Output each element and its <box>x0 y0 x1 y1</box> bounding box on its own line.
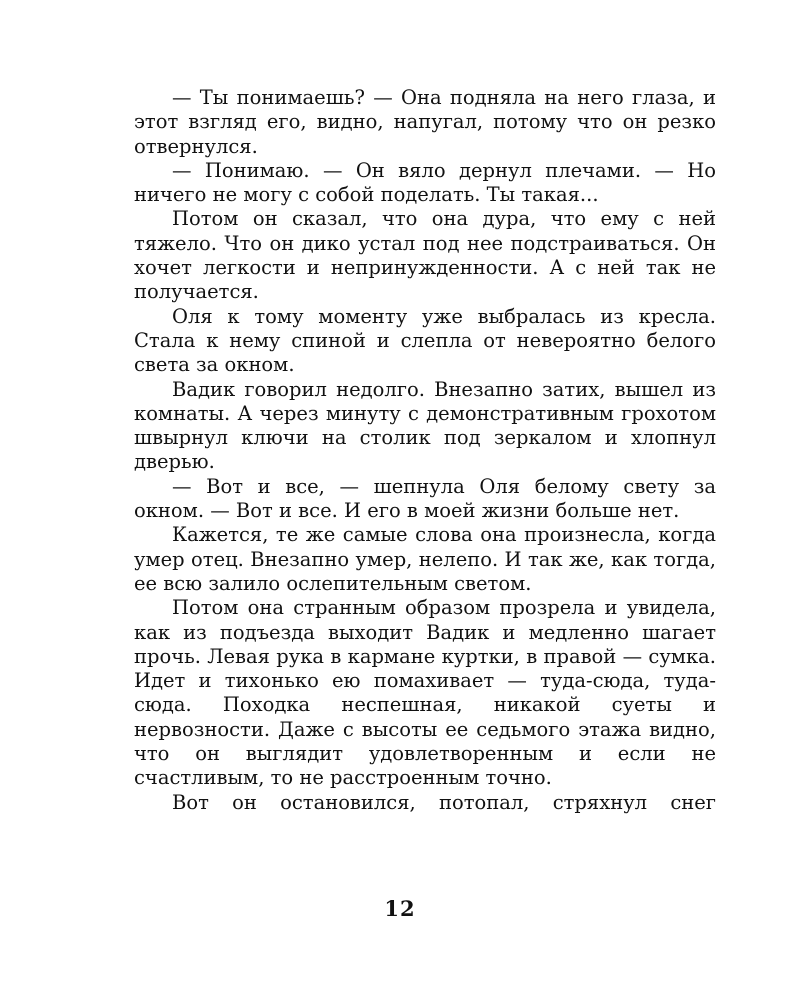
page-body-text <box>134 86 716 815</box>
paragraph: — Вот и все, — шепнула Оля белому свету за окном. — Вот и все. И его в моей жизни больше нет. <box>134 474 716 523</box>
paragraph: Оля к тому моменту уже выбралась из кресла. Стала к нему спиной и слепла от невероятно белого света за окном. <box>134 304 716 377</box>
paragraph: — Понимаю. — Он вяло дернул плечами. — Но ничего не могу с собой поделать. Ты такая... <box>134 158 716 207</box>
paragraph-continued: Вот он остановился, потопал, стряхнул снег <box>172 790 716 814</box>
paragraph: Потом он сказал, что она дура, что ему с ней тяжело. Что он дико устал под нее подстраиваться. Он хочет легкости и непринужденности. А с ней так не получается. <box>134 207 716 304</box>
paragraph: Потом она странным образом прозрела и увидела, как из подъезда выходит Вадик и медленно шагает прочь. Левая рука в кармане куртки, в правой — сумка. Идет и тихонько ею помахивает — туда-сюда, туда-сюда. Походка неспешная, никакой суеты и нервозности. Даже с высоты ее седьмого этажа видно, что он выглядит удовлетворенным и если не счастливым, то не расстроенным точно. <box>134 596 716 790</box>
paragraph: Кажется, те же самые слова она произнесла, когда умер отец. Внезапно умер, нелепо. И так же, как тогда, ее всю залило ослепительным светом. <box>134 523 716 595</box>
paragraph: — Ты понимаешь? — Она подняла на него глаза, и этот взгляд его, видно, напугал, потому что он резко отвернулся. <box>134 86 716 158</box>
paragraph: Вадик говорил недолго. Внезапно затих, вышел из комнаты. А через минуту с демонстративным грохотом швырнул ключи на столик под зеркалом и хлопнул дверью. <box>134 377 716 474</box>
page-number: 12 <box>384 896 416 921</box>
